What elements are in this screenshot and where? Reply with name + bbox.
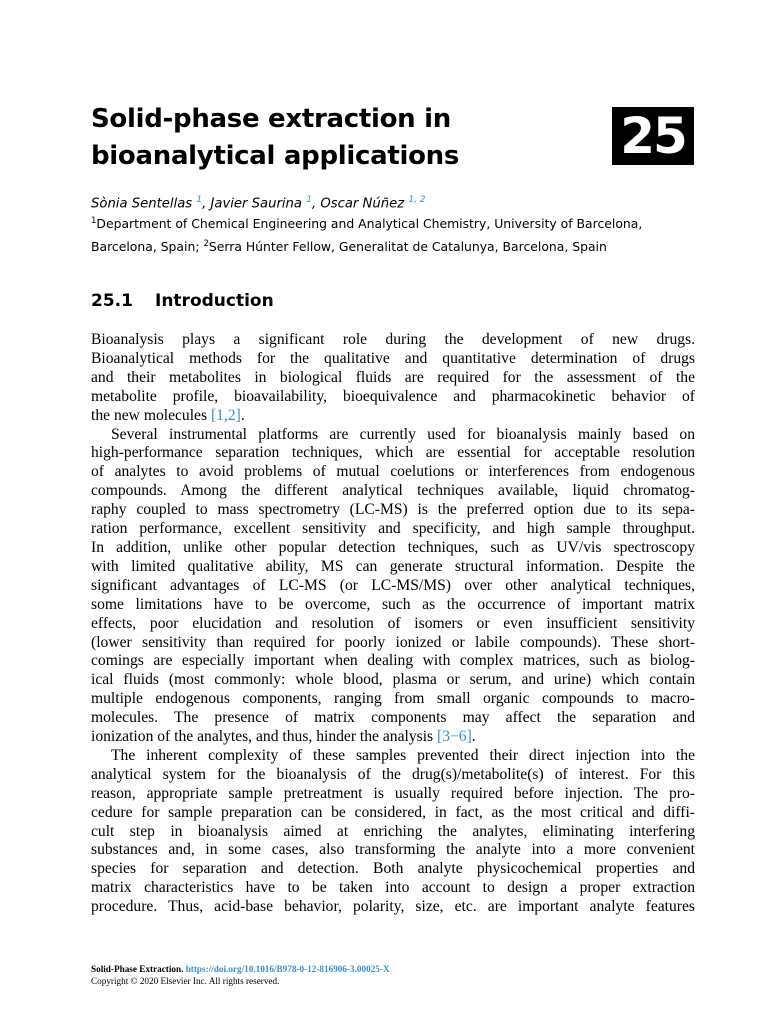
text-line: of analytes to avoid problems of mutual coelutions or interferences from endogenous [91,463,695,481]
text-line: cult step in bioanalysis aimed at enriching the analytes, eliminating interfering [91,822,695,840]
text-line: effects, poor elucidation and resolution of isomers or even insufficient sensitivity [91,614,695,632]
author-list: Sònia Sentellas $^1$, Javier Saurina $^1$, Oscar Núñez $^{1, 2}$ [91,195,426,212]
text-line: species for separation and detection. Both analyte physicochemical properties and [91,860,695,878]
text-line: ical fluids (most commonly: whole blood, plasma or serum, and urine) which contain [91,671,695,689]
chapter-title-line-2: bioanalytical applications [91,141,460,171]
chapter-title-line-1: Solid-phase extraction in [91,104,451,134]
text-line: compounds. Among the different analytical techniques available, liquid chromatog- [91,482,695,500]
text-line: some limitations have to be overcome, such as the occurrence of important matrix [91,595,695,613]
author-name: Oscar Núñez [320,196,405,212]
text-line: procedure. Thus, acid-base behavior, polarity, size, etc. are important analyte features [91,898,695,916]
author-affiliation-link[interactable]: 1 [196,195,203,205]
text-line: ration performance, excellent sensitivity and specificity, and high sample throughput. [91,520,695,538]
text-line: molecules. The presence of matrix components may affect the separation and [91,709,695,727]
text-fragment: ionization of the analytes, and thus, hinder the analysis [91,728,438,746]
chapter-title [91,101,571,175]
text-line: matrix characteristics have to be taken into account to design a proper extraction [91,879,695,897]
author-affiliation-link[interactable]: 1, 2 [408,195,426,205]
text-line: comings are especially important when dealing with complex matrices, such as biolog- [91,652,695,670]
text-line: (lower sensitivity than required for poorly ionized or labile compounds). These short- [91,633,695,651]
text-fragment: the new molecules [91,406,211,424]
text-line: Bioanalytical methods for the qualitative and quantitative determination of drugs [91,349,695,367]
author-affiliation-link[interactable]: 1 [306,195,312,205]
footer-copyright: Copyright © 2020 Elsevier Inc. All rights reserved. [91,976,280,986]
section-heading [91,290,274,312]
text-line: The inherent complexity of these samples prevented their direct injection into the [111,746,695,764]
footer-journal: Solid-Phase Extraction. [91,964,184,974]
text-line [91,407,695,426]
text-line: and their metabolites in biological fluids are required for the assessment of the [91,368,695,386]
affiliation-text: Department of Chemical Engineering and Analytical Chemistry, University of Barcelona, [96,216,643,232]
text-line: significant advantages of LC-MS (or LC-MS/MS) over other analytical techniques, [91,576,695,594]
text-fragment: . [471,728,476,746]
body-text [91,331,695,917]
section-title: Introduction [155,291,274,311]
affiliation-mark: 1 [91,216,97,226]
text-line: In addition, unlike other popular detection techniques, such as UV/vis spectroscopy [91,538,695,556]
text-line: high-performance separation techniques, which are essential for acceptable resolution [91,444,695,462]
text-line: analytical system for the bioanalysis of the drug(s)/metabolite(s) of interest. For this [91,765,695,783]
affiliation-text: Serra Húnter Fellow, Generalitat de Catalunya, Barcelona, Spain [208,239,607,255]
affiliation-mark: 2 [203,239,209,250]
text-line: Bioanalysis plays a significant role during the development of new drugs. [91,331,695,348]
text-line: reason, appropriate sample pretreatment is usually required before injection. The pro- [91,784,695,802]
citation-link[interactable]: [1,2] [210,406,241,424]
citation-link[interactable]: [3−6] [437,728,472,746]
affiliation-text: Barcelona, Spain; [91,239,204,255]
chapter-number-badge: 25 [612,107,694,165]
text-line [91,728,695,747]
doi-link[interactable]: https://doi.org/10.1016/B978-0-12-816906-3.00025-X [185,964,390,974]
text-line: raphy coupled to mass spectrometry (LC-MS) is the preferred option due to its sepa- [91,501,695,519]
section-number: 25.1 [91,291,133,311]
author-name: Sònia Sentellas [91,196,193,212]
text-line: multiple endogenous components, ranging from small organic compounds to macro- [91,690,695,708]
text-line: cedure for sample preparation can be considered, in fact, as the most critical and diffi- [91,803,695,821]
affiliations [91,211,701,257]
text-line: substances and, in some cases, also transforming the analyte into a more convenient [91,841,695,859]
page-footer [91,963,695,987]
text-line: metabolite profile, bioavailability, bioequivalence and pharmacokinetic behavior of [91,387,695,405]
text-line: Several instrumental platforms are currently used for bioanalysis mainly based on [111,425,695,443]
author-name: Javier Saurina [210,196,302,212]
text-line: with limited qualitative ability, MS can generate structural information. Despite the [91,557,695,575]
text-fragment: . [240,406,245,424]
